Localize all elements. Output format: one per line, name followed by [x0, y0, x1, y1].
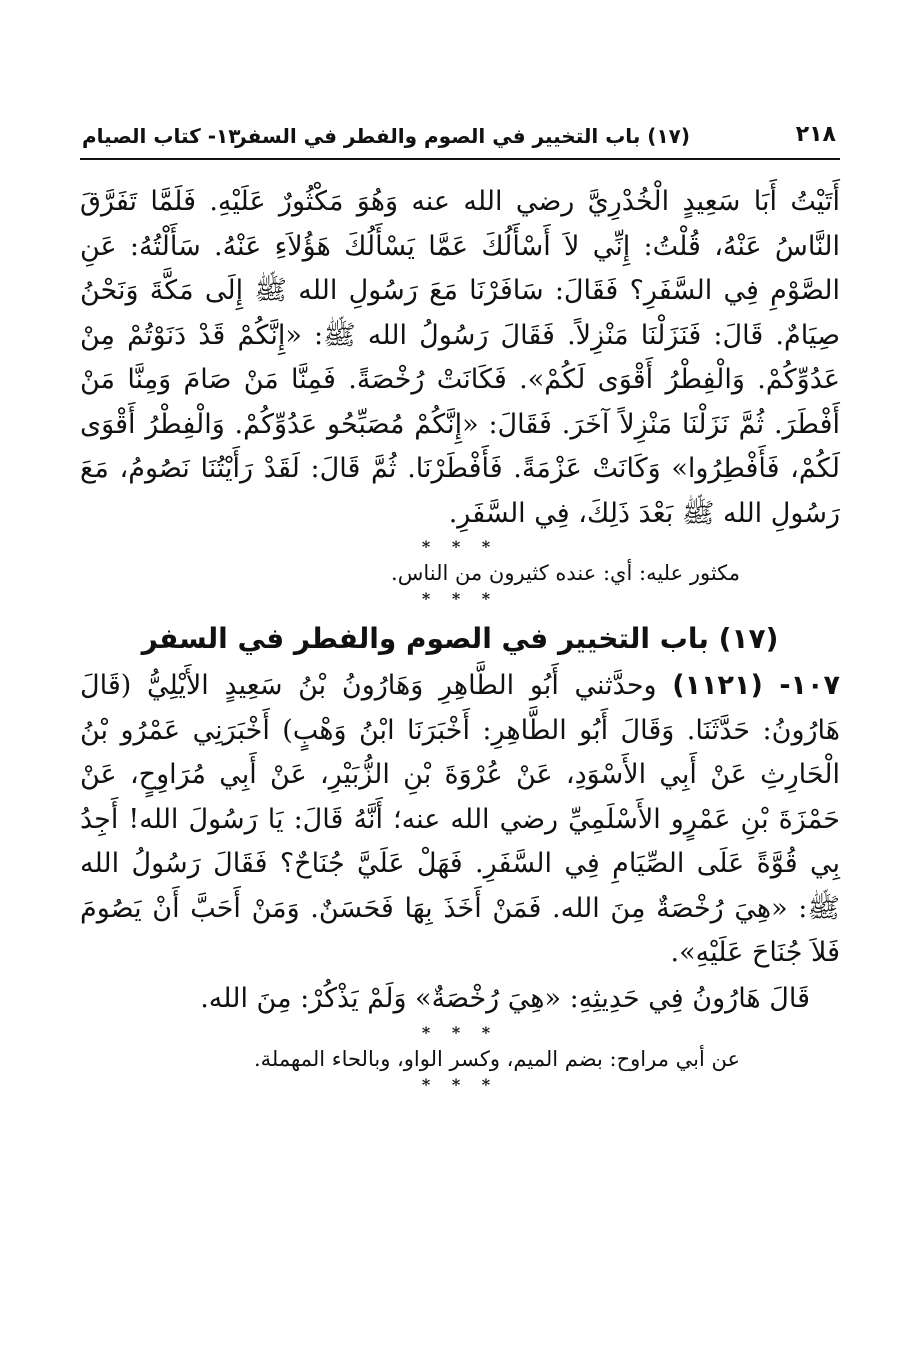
- header-book-title: ١٣- كتاب الصيام: [82, 124, 241, 148]
- chapter-title: (١٧) باب التخيير في الصوم والفطر في السفر: [141, 622, 779, 655]
- separator-stars: * * *: [421, 1022, 499, 1042]
- header-chapter-title: (١٧) باب التخيير في الصوم والفطر في السفر: [235, 124, 690, 148]
- harun-note: قَالَ هَارُونُ فِي حَدِيثِهِ: «هِيَ رُخْصَةٌ» وَلَمْ يَذْكُرْ: مِنَ الله.: [200, 982, 810, 1014]
- hadith-number: ١٠٧- (١١٢١): [672, 670, 840, 701]
- book-page: [80, 118, 840, 1096]
- page-number: ٢١٨: [795, 122, 836, 147]
- separator-stars: * * *: [421, 537, 499, 556]
- footnote-abi-murawih: عن أبي مراوح: بضم الميم، وكسر الواو، وبالحاء المهملة.: [253, 1046, 740, 1071]
- separator-stars: * * *: [421, 589, 499, 608]
- running-header: [80, 118, 840, 160]
- hadith-continuation-text: أَتَيْتُ أَبَا سَعِيدٍ الْخُدْرِيَّ رضي الله عنه وَهُوَ مَكْثُورٌ عَلَيْهِ. فَلَمَّا تَفَرَّقَ النَّاسُ عَنْهُ، قُلْتُ: إِنِّي لاَ أَسْأَلُكَ عَمَّا يَسْأَلُكَ هَؤُلاَءِ عَنْهُ. سَأَلْتُهُ: عَنِ الصَّوْمِ فِي السَّفَرِ؟ فَقَالَ: سَافَرْنَا مَعَ رَسُولِ الله ﷺ إِلَى مَكَّةَ وَنَحْنُ صِيَامٌ. قَالَ: فَنَزَلْنَا مَنْزِلاً. فَقَالَ رَسُولُ الله ﷺ: «إِنَّكُمْ قَدْ دَنَوْتُمْ مِنْ عَدُوِّكُمْ. وَالْفِطْرُ أَقْوَى لَكُمْ». فَكَانَتْ رُخْصَةً. فَمِنَّا مَنْ صَامَ وَمِنَّا مَنْ أَفْطَرَ. ثُمَّ نَزَلْنَا مَنْزِلاً آخَرَ. فَقَالَ: «إِنَّكُمْ مُصَبِّحُو عَدُوِّكُمْ. وَالْفِطْرُ أَقْوَى لَكُمْ، فَأَفْطِرُوا» وَكَانَتْ عَزْمَةً. فَأَفْطَرْنَا. ثُمَّ قَالَ: لَقَدْ رَأَيْتُنَا نَصُومُ، مَعَ رَسُولِ الله ﷺ بَعْدَ ذَلِكَ، فِي السَّفَرِ.: [80, 186, 840, 529]
- hadith-text-block: [80, 664, 840, 976]
- separator-stars: * * *: [421, 1074, 499, 1094]
- hadith-text: وحدَّثني أَبُو الطَّاهِرِ وَهَارُونُ بْنُ سَعِيدٍ الأَيْلِيُّ (قَالَ هَارُونُ: حَدَّثَنَا. وَقَالَ أَبُو الطَّاهِرِ: أَخْبَرَنَا ابْنُ وَهْبٍ) أَخْبَرَنِي عَمْرُو بْنُ الْحَارِثِ عَنْ أَبِي الأَسْوَدِ، عَنْ عُرْوَةَ بْنِ الزُّبَيْرِ، عَنْ أَبِي مُرَاوِحٍ، عَنْ حَمْزَةَ بْنِ عَمْرٍو الأَسْلَمِيِّ رضي الله عنه؛ أَنَّهُ قَالَ: يَا رَسُولَ الله! أَجِدُ بِي قُوَّةً عَلَى الصِّيَامِ فِي السَّفَرِ. فَهَلْ عَلَيَّ جُنَاحٌ؟ فَقَالَ رَسُولُ الله ﷺ: «هِيَ رُخْصَةٌ مِنَ الله. فَمَنْ أَخَذَ بِهَا فَحَسَنٌ. وَمَنْ أَحَبَّ أَنْ يَصُومَ فَلاَ جُنَاحَ عَلَيْهِ».: [80, 670, 840, 968]
- footnote-makthur: مكثور عليه: أي: عنده كثيرون من الناس.: [391, 561, 740, 585]
